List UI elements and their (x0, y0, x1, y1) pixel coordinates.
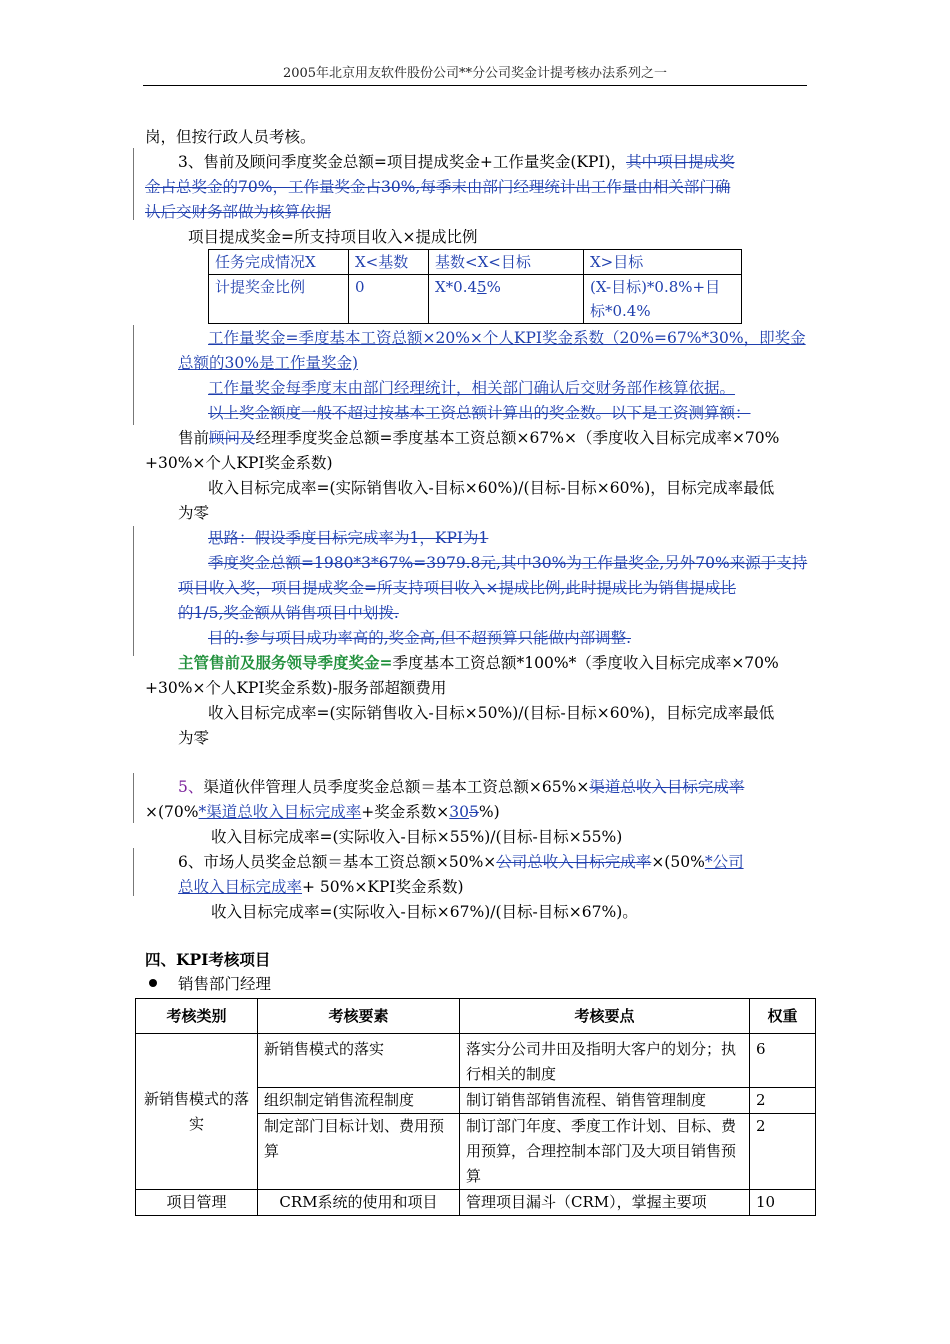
table-cell: 任务完成情况X (209, 250, 349, 275)
table-header: 考核类别 (136, 999, 258, 1034)
table-cell: 制定部门目标计划、费用预算 (258, 1114, 460, 1190)
table-cell: X>目标 (584, 250, 742, 275)
deleted-text: 的1/5,奖金额从销售项目中划拨. (178, 604, 399, 622)
text-line: 为零 (178, 504, 210, 522)
table-header: 考核要素 (258, 999, 460, 1034)
deleted-text: 季度奖金总额=1980*3*67%=3979.8元,其中30%为工作量奖金,另外70%来源于支持 (208, 554, 808, 572)
bullet-icon (149, 979, 157, 987)
table-cell: 0 (349, 275, 429, 324)
text-line: 收入目标完成率=(实际销售收入-目标×60%)/(目标-目标×60%)，目标完成率最低 (208, 479, 775, 497)
deleted-text: 项目收入奖，项目提成奖金=所支持项目收入×提成比例,此时提成比为销售提成比 (178, 579, 736, 597)
text-line: 收入目标完成率=(实际销售收入-目标×50%)/(目标-目标×60%)，目标完成率最低 (208, 704, 775, 722)
deleted-text: 认后交财务部做为核算依据 (145, 203, 332, 221)
table-cell: 计提奖金比例 (209, 275, 349, 324)
change-bar (133, 848, 134, 896)
table-cell: 落实分公司井田及指明大客户的划分；执行相关的制度 (460, 1034, 750, 1088)
text-line: +30%×个人KPI奖金系数)-服务部超额费用 (145, 679, 447, 697)
bullet-item: 销售部门经理 (178, 975, 272, 993)
text-line: 5、渠道伙伴管理人员季度奖金总额＝基本工资总额×65%×渠道总收入目标完成率 (178, 778, 745, 796)
table-cell: X<基数 (349, 250, 429, 275)
change-bar (133, 148, 134, 220)
table-row (136, 1190, 816, 1216)
section-heading: 四、KPI考核项目 (145, 950, 271, 969)
table-cell: 组织制定销售流程制度 (258, 1088, 460, 1114)
table-cell: 2 (750, 1114, 816, 1190)
inserted-text: 工作量奖金每季度末由部门经理统计，相关部门确认后交财务部作核算依据。 (208, 379, 736, 397)
table-cell: 项目管理 (136, 1190, 258, 1216)
ratio-table (208, 249, 742, 324)
table-row (209, 250, 742, 275)
text-line: 3、售前及顾问季度奖金总额=项目提成奖金+工作量奖金(KPI)，其中项目提成奖 (178, 153, 735, 171)
text-line: 岗，但按行政人员考核。 (145, 128, 316, 146)
change-bar (133, 526, 134, 656)
table-cell: 新销售模式的落实 (136, 1034, 258, 1190)
text-line: 收入目标完成率=(实际收入-目标×67%)/(目标-目标×67%)。 (211, 903, 638, 921)
text-line: 项目提成奖金=所支持项目收入×提成比例 (188, 228, 478, 246)
table-cell: (X-目标)*0.8%+目 标*0.4% (584, 275, 742, 324)
deleted-text: 思路：假设季度目标完成率为1，KPI为1 (208, 529, 489, 547)
text-line: +30%×个人KPI奖金系数) (145, 454, 333, 472)
table-cell: X*0.45% (429, 275, 584, 324)
text-line: 售前顾问及经理季度奖金总额=季度基本工资总额×67%×（季度收入目标完成率×70% (178, 429, 780, 447)
table-cell: 2 (750, 1088, 816, 1114)
inserted-text: 工作量奖金=季度基本工资总额×20%×个人KPI奖金系数（20%=67%*30%，即奖金 (208, 329, 806, 347)
table-row (136, 1034, 816, 1088)
table-cell: 制订部门年度、季度工作计划、目标、费用预算，合理控制本部门及大项目销售预算 (460, 1114, 750, 1190)
kpi-table (135, 998, 816, 1216)
change-bar (133, 773, 134, 823)
table-header: 权重 (750, 999, 816, 1034)
inserted-text: 总额的30%是工作量奖金) (178, 354, 358, 372)
table-row (136, 999, 816, 1034)
table-row (209, 275, 742, 324)
table-cell: 6 (750, 1034, 816, 1088)
text-line: 主管售前及服务领导季度奖金=季度基本工资总额*100%*（季度收入目标完成率×70% (178, 653, 779, 672)
table-header: 考核要点 (460, 999, 750, 1034)
table-cell: 制订销售部销售流程、销售管理制度 (460, 1088, 750, 1114)
change-bar (133, 325, 134, 425)
text-line: 收入目标完成率=(实际收入-目标×55%)/(目标-目标×55%) (211, 828, 623, 846)
table-cell: 10 (750, 1190, 816, 1216)
deleted-text: 以上奖金额度一般不超过按基本工资总额计算出的奖金数。以下是工资测算额： (208, 404, 751, 422)
text-line: 6、市场人员奖金总额＝基本工资总额×50%×公司总收入目标完成率×(50%*公司 (178, 853, 744, 871)
table-cell: 管理项目漏斗（CRM），掌握主要项 (460, 1190, 750, 1216)
table-cell: CRM系统的使用和项目 (258, 1190, 460, 1216)
text-line: ×(70%*渠道总收入目标完成率+奖金系数×305%) (145, 803, 500, 821)
page-header: 2005年北京用友软件股份公司**分公司奖金计提考核办法系列之一 (282, 66, 668, 81)
table-cell: 基数<X<目标 (429, 250, 584, 275)
table-cell: 新销售模式的落实 (258, 1034, 460, 1088)
text-line: 为零 (178, 729, 210, 747)
text-line: 总收入目标完成率+ 50%×KPI奖金系数) (178, 878, 464, 896)
header-rule (143, 85, 807, 86)
deleted-text: 金占总奖金的70%，工作量奖金占30%,每季末由部门经理统计出工作量由相关部门确 (145, 178, 731, 196)
deleted-text: 目的:参与项目成功率高的,奖金高,但不超预算只能做内部调整. (208, 629, 632, 647)
